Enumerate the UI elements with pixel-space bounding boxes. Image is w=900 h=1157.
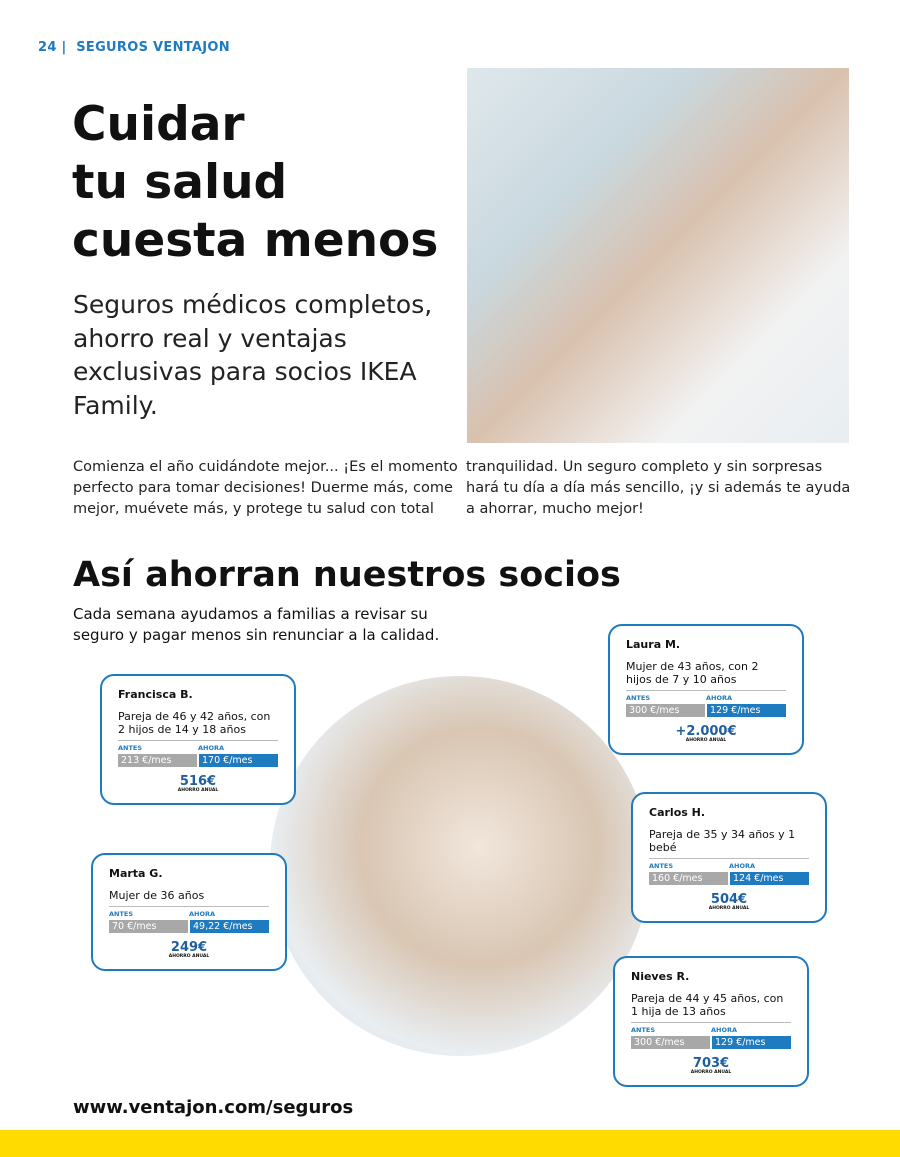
annual-saving: +2.000€ — [675, 724, 737, 739]
member-name: Marta G. — [109, 867, 163, 880]
annual-saving-label: AHORRO ANUAL — [708, 906, 750, 911]
annual-saving-label: AHORRO ANUAL — [685, 738, 727, 743]
antes-value: 300 €/mes — [631, 1036, 710, 1049]
yellow-footer-band — [0, 1130, 900, 1157]
ahora-label: AHORA — [729, 862, 756, 870]
savings-card — [613, 956, 809, 1087]
annual-saving: 703€ — [692, 1056, 730, 1071]
ahora-value: 124 €/mes — [730, 872, 809, 885]
section-intro: Cada semana ayudamos a familias a revisar su seguro y pagar menos sin renunciar a la calidad. — [73, 605, 440, 644]
antes-label: ANTES — [631, 1026, 656, 1034]
annual-saving-label: AHORRO ANUAL — [690, 1070, 732, 1075]
member-desc: Pareja de 35 y 34 años y 1 bebé — [649, 828, 796, 854]
member-name: Carlos H. — [649, 806, 706, 819]
title-line: Cuidar — [72, 97, 245, 152]
ahora-value: 129 €/mes — [712, 1036, 791, 1049]
ahora-label: AHORA — [189, 910, 216, 918]
member-desc: Pareja de 44 y 45 años, con 1 hija de 13 años — [631, 992, 784, 1018]
doctor-family-photo — [467, 68, 849, 443]
title-line: tu salud — [72, 155, 288, 210]
ahora-label: AHORA — [198, 744, 225, 752]
member-desc: Mujer de 43 años, con 2 hijos de 7 y 10 años — [626, 660, 759, 686]
annual-saving-label: AHORRO ANUAL — [177, 788, 219, 793]
antes-label: ANTES — [626, 694, 651, 702]
family-photo-circle — [270, 676, 650, 1056]
divider — [649, 858, 809, 859]
antes-label: ANTES — [649, 862, 674, 870]
antes-value: 160 €/mes — [649, 872, 728, 885]
ahora-value: 129 €/mes — [707, 704, 786, 717]
footer-url[interactable]: www.ventajon.com/seguros — [73, 1097, 354, 1118]
ahora-label: AHORA — [711, 1026, 738, 1034]
member-name: Francisca B. — [118, 688, 193, 701]
ahora-label: AHORA — [706, 694, 733, 702]
ahora-value: 49,22 €/mes — [190, 920, 269, 933]
member-desc: Mujer de 36 años — [109, 889, 205, 902]
divider — [631, 1022, 791, 1023]
member-name: Nieves R. — [631, 970, 690, 983]
body-text-col1: Comienza el año cuidándote mejor... ¡Es el momento perfecto para tomar decisiones! Duerme más, come mejor, muévete más, y protege tu salud con total — [73, 459, 458, 517]
member-name: Laura M. — [626, 638, 681, 651]
page-title — [72, 96, 438, 270]
savings-card — [91, 853, 287, 971]
section-title: Así ahorran nuestros socios — [73, 555, 621, 595]
subtitle: Seguros médicos completos, ahorro real y ventajas exclusivas para socios IKEA Family. — [73, 290, 433, 420]
savings-card — [100, 674, 296, 805]
page-number: 24 | — [38, 40, 67, 55]
annual-saving: 249€ — [170, 940, 208, 955]
member-desc: Pareja de 46 y 42 años, con 2 hijos de 14 y 18 años — [118, 710, 271, 736]
antes-value: 213 €/mes — [118, 754, 197, 767]
divider — [118, 740, 278, 741]
annual-saving: 504€ — [710, 892, 748, 907]
annual-saving-label: AHORRO ANUAL — [168, 954, 210, 959]
antes-label: ANTES — [109, 910, 134, 918]
antes-value: 300 €/mes — [626, 704, 705, 717]
title-line: cuesta menos — [72, 213, 439, 268]
divider — [626, 690, 786, 691]
section-name: SEGUROS VENTAJON — [76, 40, 230, 55]
body-text-col2: tranquilidad. Un seguro completo y sin sorpresas hará tu día a día más sencillo, ¡y si además te ayuda a ahorrar, mucho mejor! — [466, 459, 851, 517]
savings-card — [608, 624, 804, 755]
savings-card — [631, 792, 827, 923]
antes-value: 70 €/mes — [109, 920, 188, 933]
ahora-value: 170 €/mes — [199, 754, 278, 767]
antes-label: ANTES — [118, 744, 143, 752]
divider — [109, 906, 269, 907]
page-header — [38, 40, 230, 55]
annual-saving: 516€ — [179, 774, 217, 789]
